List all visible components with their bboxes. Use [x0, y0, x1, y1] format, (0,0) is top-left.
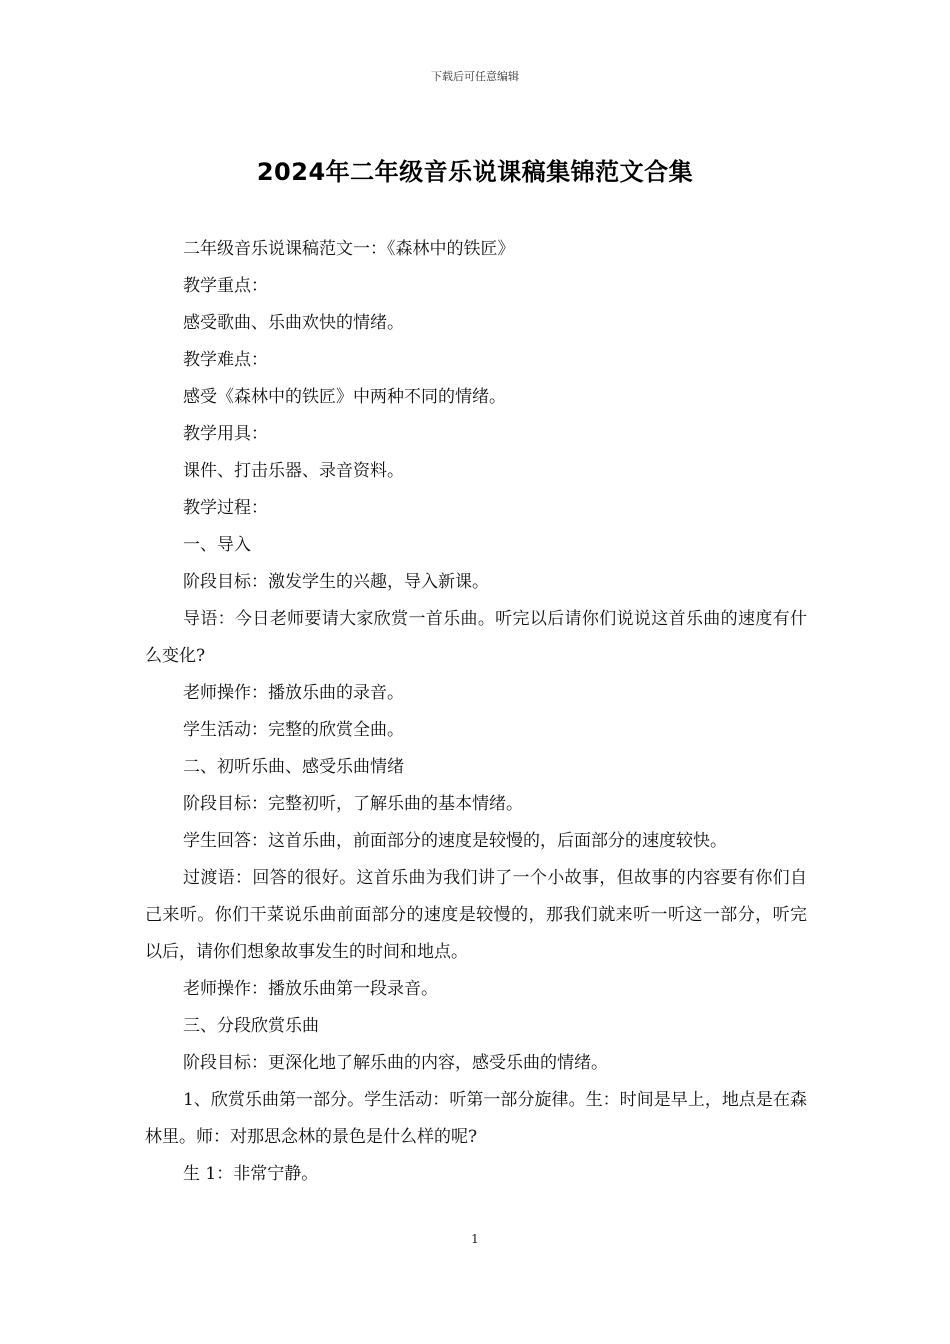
paragraph-student-1: 生 1：非常宁静。	[183, 1164, 319, 1184]
page-number: 1	[471, 1232, 479, 1246]
paragraph-key-points: 感受歌曲、乐曲欢快的情绪。	[183, 313, 404, 333]
paragraph-process-label: 教学过程：	[183, 498, 268, 518]
paragraph-difficulties: 感受《森林中的铁匠》中两种不同的情绪。	[183, 387, 506, 407]
paragraph-part-one: 1、欣赏乐曲第一部分。学生活动：听第一部分旋律。生：时间是早上，地点是在森林里。师：对那思念林的景色是什么样的呢?	[145, 1090, 807, 1147]
paragraph-intro-speech: 导语：今日老师要请大家欣赏一首乐曲。听完以后请你们说说这首乐曲的速度有什么变化?	[145, 609, 807, 666]
paragraph-difficulties-label: 教学难点：	[183, 350, 268, 370]
paragraph-student-activity-1: 学生活动：完整的欣赏全曲。	[183, 720, 404, 740]
paragraph-stage-goal-3: 阶段目标：更深化地了解乐曲的内容，感受乐曲的情绪。	[183, 1053, 608, 1073]
document-title: 2024年二年级音乐说课稿集锦范文合集	[256, 158, 694, 186]
paragraph-stage-goal-1: 阶段目标：激发学生的兴趣，导入新课。	[183, 572, 489, 592]
paragraph-lesson-heading: 二年级音乐说课稿范文一：《森林中的铁匠》	[183, 239, 515, 259]
paragraph-transition: 过渡语：回答的很好。这首乐曲为我们讲了一个小故事，但故事的内容要有你们自己来听。你们干菜说乐曲前面部分的速度是较慢的，那我们就来听一听这一部分，听完以后，请你们想象故事发生的时间和地点。	[145, 868, 807, 962]
paragraph-section-3: 三、分段欣赏乐曲	[183, 1016, 319, 1036]
paragraph-student-answer: 学生回答：这首乐曲，前面部分的速度是较慢的，后面部分的速度较快。	[183, 831, 727, 851]
page-header-note: 下载后可任意编辑	[431, 70, 519, 83]
paragraph-teacher-op-2: 老师操作：播放乐曲第一段录音。	[183, 979, 438, 999]
paragraph-teacher-op-1: 老师操作：播放乐曲的录音。	[183, 683, 404, 703]
paragraph-key-points-label: 教学重点：	[183, 276, 268, 296]
paragraph-section-1: 一、导入	[183, 535, 251, 555]
document-body	[145, 231, 807, 1193]
paragraph-section-2: 二、初听乐曲、感受乐曲情绪	[183, 757, 404, 777]
paragraph-materials: 课件、打击乐器、录音资料。	[183, 461, 404, 481]
paragraph-stage-goal-2: 阶段目标：完整初听，了解乐曲的基本情绪。	[183, 794, 523, 814]
paragraph-materials-label: 教学用具：	[183, 424, 268, 444]
